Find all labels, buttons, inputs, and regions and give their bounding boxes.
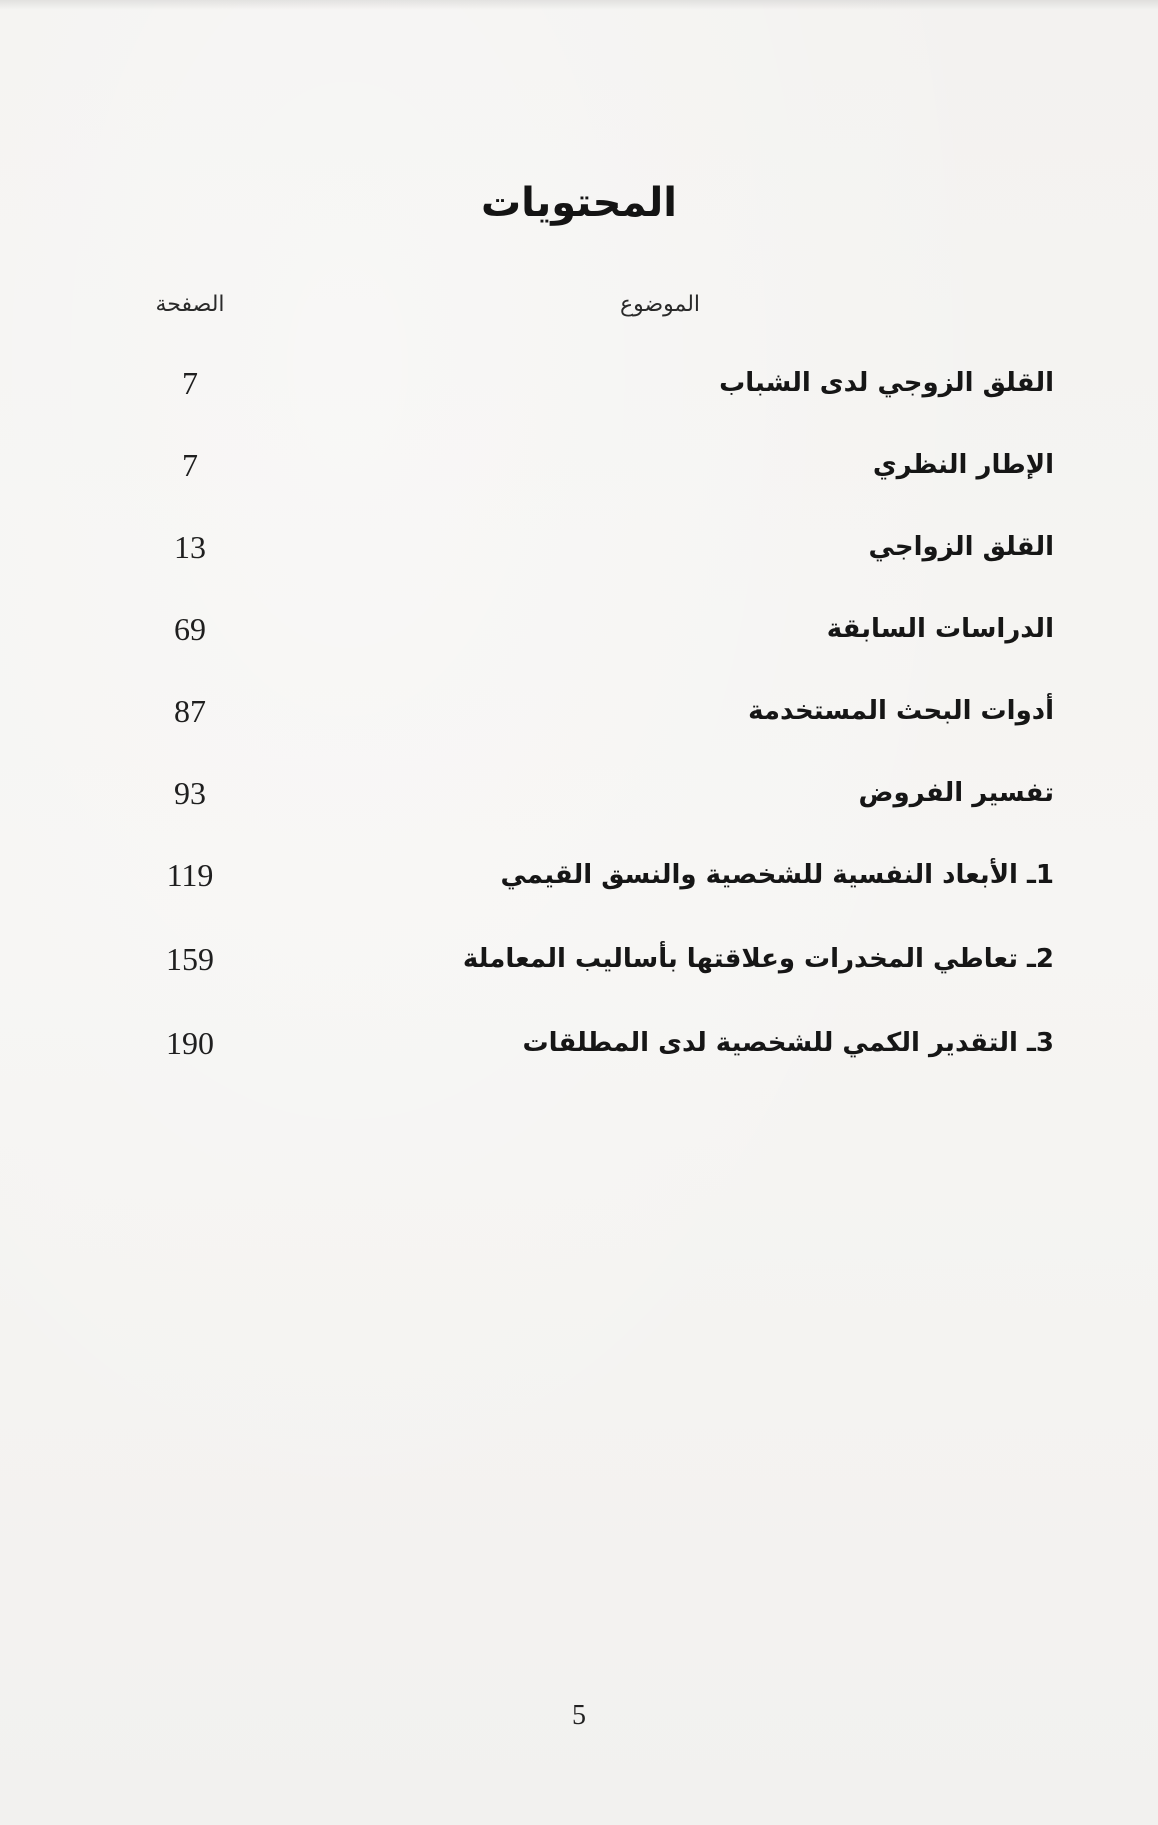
toc-entry [0, 440, 1158, 490]
toc-entry-page: 93 [174, 775, 206, 811]
toc-entry [0, 934, 1158, 984]
toc-entry [0, 604, 1158, 654]
column-header-page: الصفحة [155, 292, 225, 317]
toc-entry [0, 358, 1158, 408]
toc-entry [0, 768, 1158, 818]
toc-entry-title: 1ـ الأبعاد النفسية للشخصية والنسق القيمي [500, 860, 1054, 890]
toc-entry-page: 87 [174, 693, 206, 729]
toc-entry-title: تفسير الفروض [858, 778, 1054, 808]
column-header-topic: الموضوع [619, 292, 701, 317]
toc-entry-page: 159 [166, 941, 214, 977]
toc-entry-title: الإطار النظري [872, 450, 1054, 480]
toc-entry [0, 686, 1158, 736]
page-edge-shadow [0, 0, 1158, 10]
toc-entry-page: 69 [174, 611, 206, 647]
toc-entry [0, 850, 1158, 900]
toc-entry-title: القلق الزوجي لدى الشباب [719, 368, 1054, 398]
toc-entry [0, 522, 1158, 572]
toc-entry-title: أدوات البحث المستخدمة [748, 696, 1054, 726]
toc-entry-page: 119 [166, 857, 214, 893]
toc-entry-page: 7 [182, 447, 198, 483]
toc-entry-page: 7 [182, 365, 198, 401]
page-title: المحتويات [480, 180, 677, 226]
toc-entry [0, 1018, 1158, 1068]
toc-entry-page: 190 [166, 1025, 214, 1061]
toc-entry-title: 2ـ تعاطي المخدرات وعلاقتها بأساليب المعاملة [462, 944, 1054, 974]
page-number: 5 [572, 1700, 586, 1731]
toc-entry-page: 13 [174, 529, 206, 565]
toc-entry-title: 3ـ التقدير الكمي للشخصية لدى المطلقات [522, 1028, 1054, 1058]
toc-entry-title: الدراسات السابقة [826, 614, 1054, 644]
toc-entry-title: القلق الزواجي [868, 532, 1054, 562]
